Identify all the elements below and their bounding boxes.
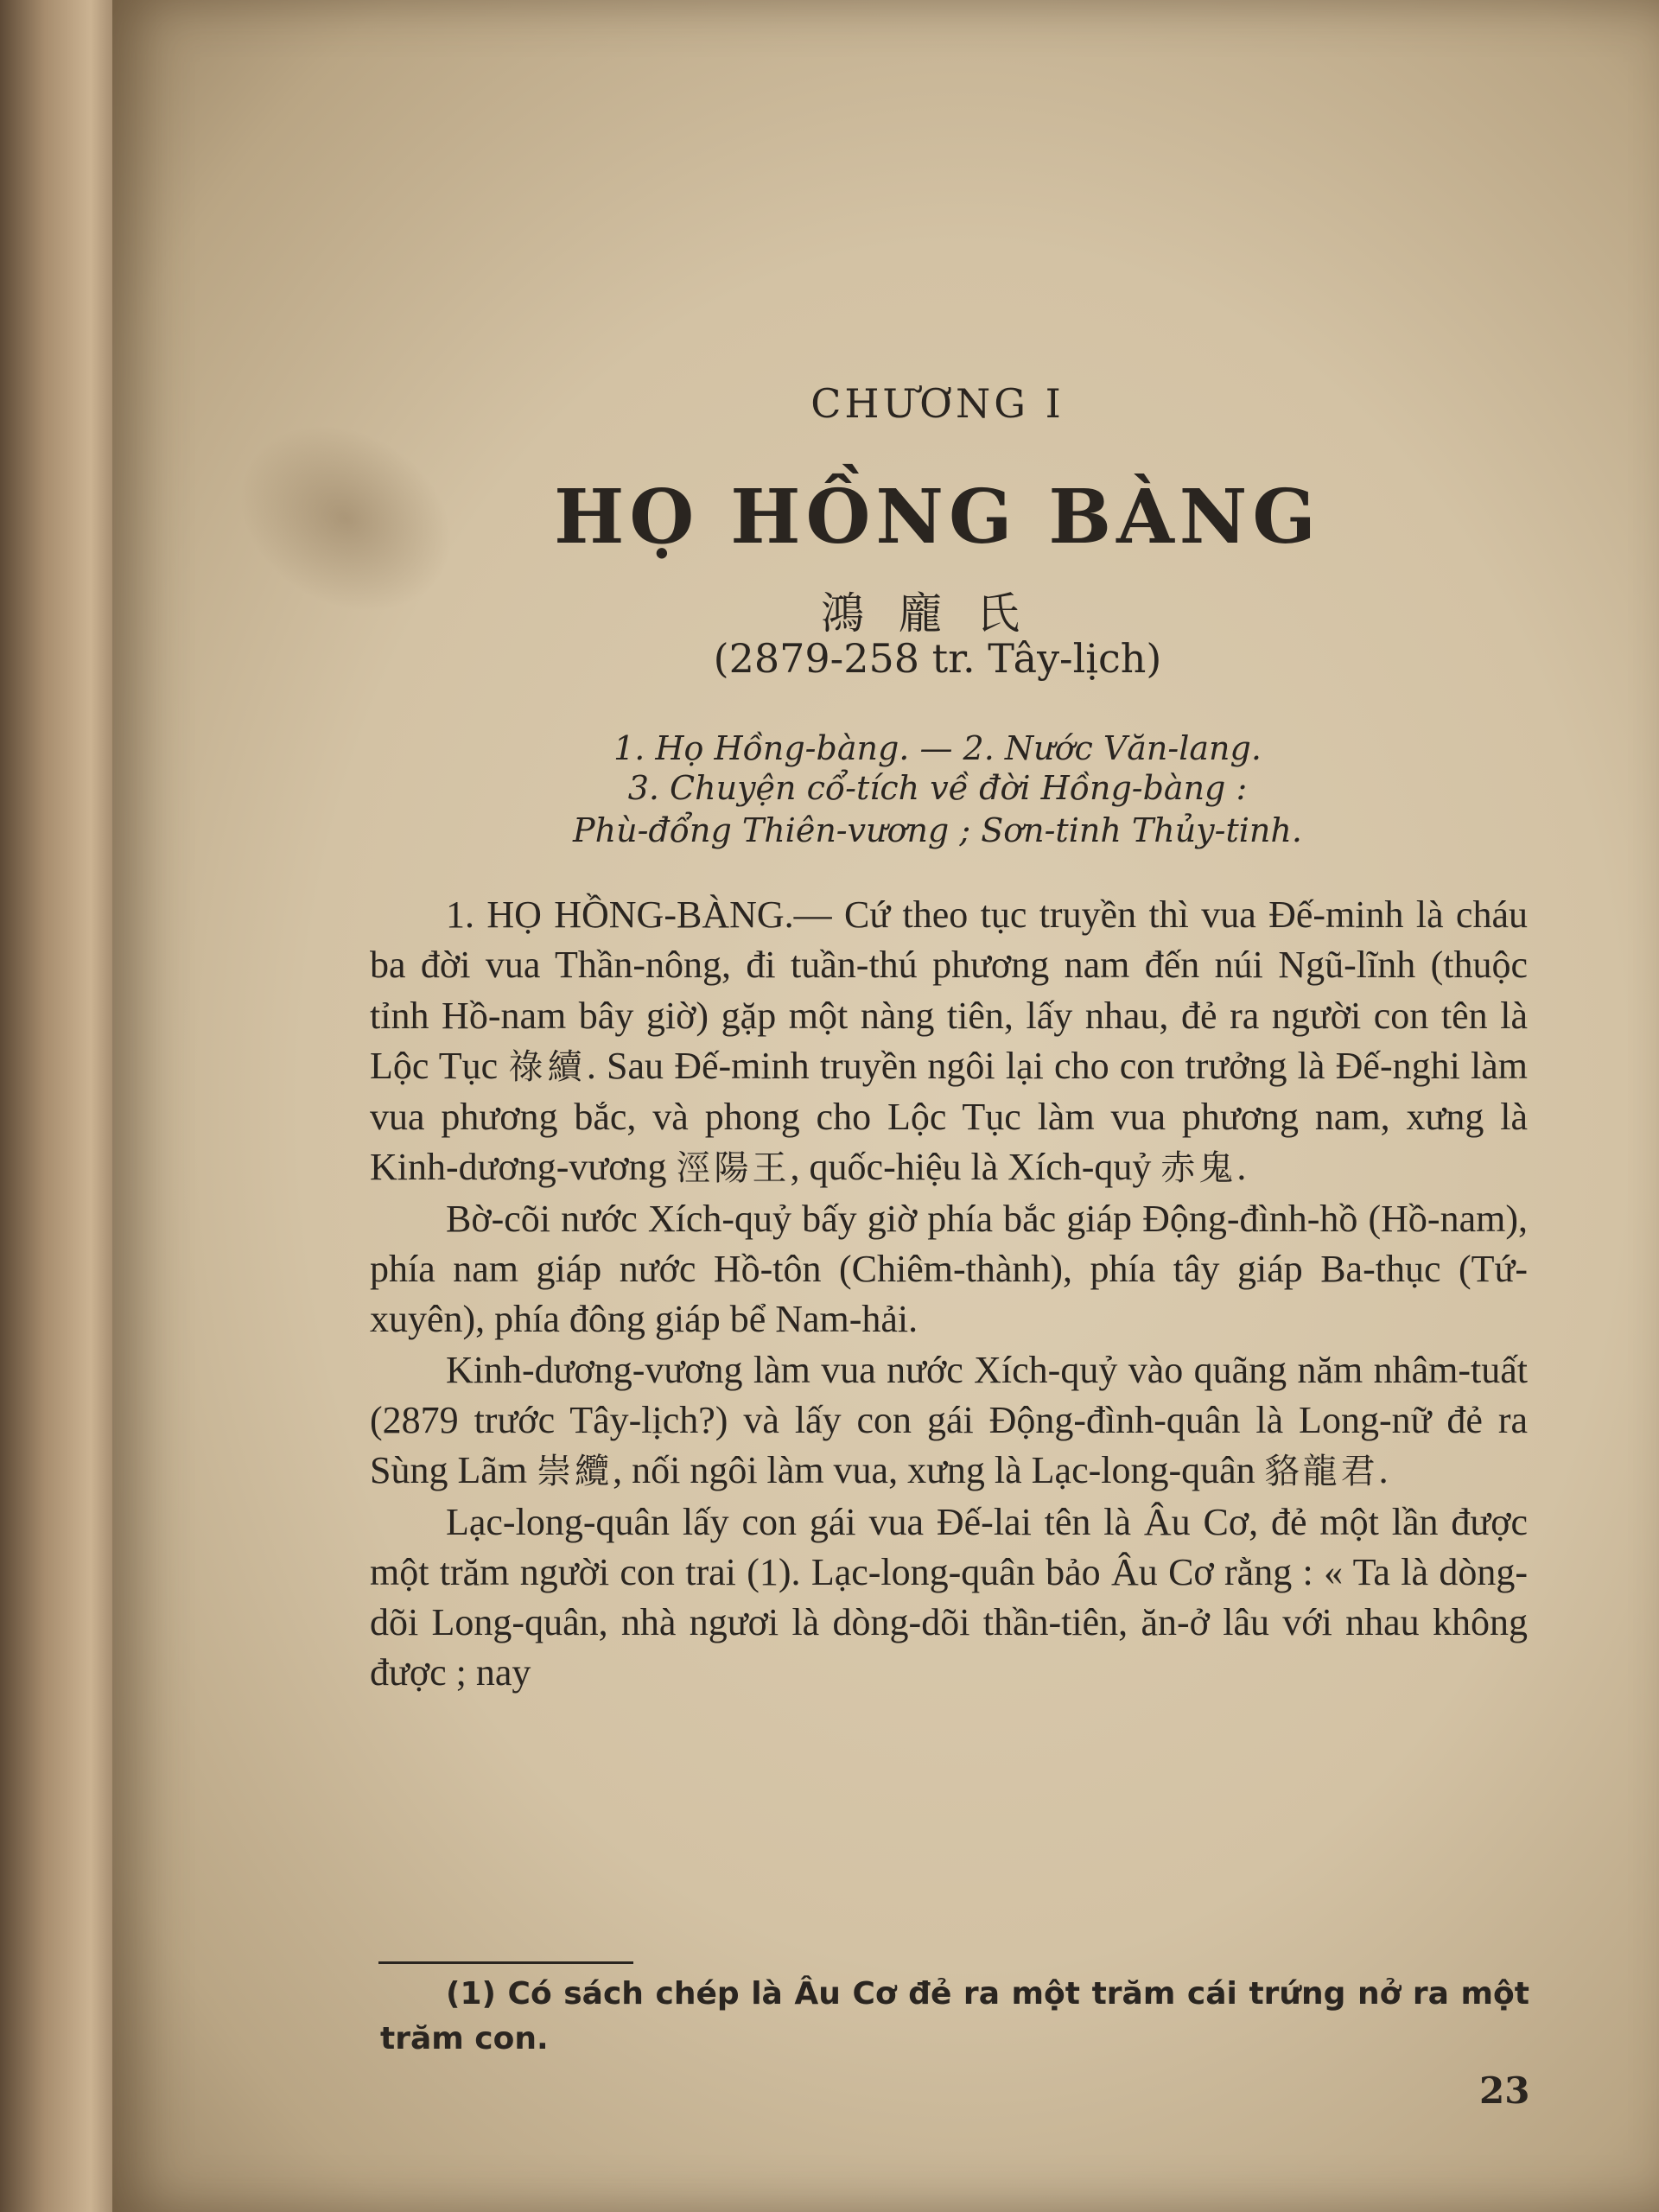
han-characters: 崇纜: [537, 1452, 613, 1491]
paragraph-1: [370, 890, 1528, 1194]
text-run: .: [1236, 1146, 1247, 1189]
text-run: Kinh-dương-vương làm vua nước Xích-quỷ vào quãng năm nhâm-tuất (2879 trước Tây-lịch?) và lấy con gái Động-đình-quân là Long-nữ đẻ ra Sùng Lãm: [370, 1348, 1528, 1492]
body-text: [370, 890, 1528, 1699]
footnote: (1) Có sách chép là Âu Cơ đẻ ra một trăm cái trứng nở ra một trăm con.: [380, 1976, 1529, 2056]
text-run: .: [1378, 1449, 1389, 1492]
han-characters: 赤鬼: [1160, 1148, 1237, 1188]
footnote-divider: [378, 1961, 633, 1964]
text-run: . Sau Đế-minh truyền ngôi lại cho con trưởng là Đế-nghi làm vua phương bắc, và phong cho Lộc Tục làm vua phương nam, xưng là Kinh-dương-vương: [370, 1044, 1528, 1189]
summary-line: Phù-đổng Thiên-vương ; Sơn-tinh Thủy-tinh.: [573, 811, 1302, 849]
chapter-label: CHƯƠNG I: [810, 380, 1065, 427]
paragraph-4: Lạc-long-quân lấy con gái vua Đế-lai tên là Âu Cơ, đẻ một lần được một trăm người con trai (1). Lạc-long-quân bảo Âu Cơ rằng : « Ta là dòng-dõi Long-quân, nhà ngươi là dòng-dõi thần-tiên, ăn-ở lâu với nhau không được ; nay: [370, 1500, 1528, 1694]
chapter-title: HỌ HỒNG BÀNG: [554, 474, 1321, 561]
text-run: , quốc-hiệu là Xích-quỷ: [790, 1146, 1152, 1189]
han-characters: 涇陽王: [676, 1148, 791, 1188]
summary-line: 1. Họ Hồng-bàng. — 2. Nước Văn-lang.: [613, 729, 1262, 767]
text-run: , nối ngôi làm vua, xưng là Lạc-long-quân: [613, 1449, 1255, 1492]
paragraph-3: [370, 1345, 1528, 1497]
han-characters: 貉龍君: [1264, 1452, 1379, 1491]
summary-line: 3. Chuyện cổ-tích về đời Hồng-bàng :: [627, 769, 1248, 807]
page-number: 23: [1479, 2069, 1530, 2112]
paragraph-2: Bờ-cõi nước Xích-quỷ bấy giờ phía bắc giáp Động-đình-hồ (Hồ-nam), phía nam giáp nước Hồ-tôn (Chiêm-thành), phía tây giáp Ba-thục (Tứ-xuyên), phía đông giáp bể Nam-hải.: [370, 1197, 1528, 1341]
chapter-dates: (2879-258 tr. Tây-lịch): [713, 635, 1162, 682]
text-run: 1. HỌ HỒNG-BÀNG.— Cứ theo tục truyền thì vua Đế-minh là cháu ba đời vua Thần-nông, đi tuần-thú phương nam đến núi Ngũ-lĩnh (thuộc tỉnh Hồ-nam bây giờ) gặp một nàng tiên, lấy nhau, đẻ ra người con tên là Lộc Tục: [370, 893, 1528, 1087]
han-characters: 祿續: [508, 1046, 587, 1086]
han-title: 鴻龐氏: [821, 588, 1054, 639]
